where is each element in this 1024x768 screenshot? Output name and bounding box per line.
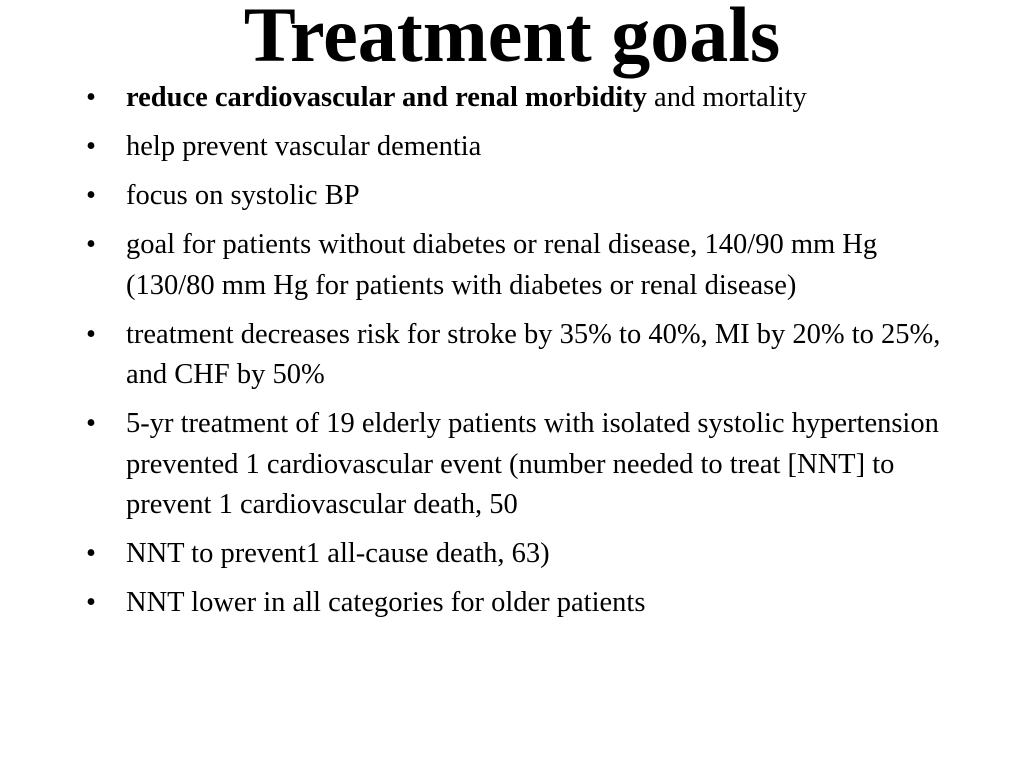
bullet-item-2 <box>86 127 946 168</box>
bullet-item-1 <box>86 78 946 119</box>
bullet-text: NNT lower in all categories for older patients <box>126 587 646 618</box>
bullet-icon: • <box>86 408 96 439</box>
bullet-icon: • <box>86 587 96 618</box>
bullet-icon: • <box>86 131 96 162</box>
bullet-text: and mortality <box>646 82 807 113</box>
bullet-icon: • <box>86 538 96 569</box>
bullet-text: treatment decreases risk for stroke by 35% to 40%, MI by 20% to 25%, and CHF by 50% <box>126 318 941 390</box>
bullet-item-8 <box>86 583 946 624</box>
bullet-text: NNT to prevent1 all-cause death, 63) <box>126 538 550 569</box>
bullet-text: 5-yr treatment of 19 elderly patients with isolated systolic hypertension prevented 1 cardiovascular event (number needed to treat [NNT] to prevent 1 cardiovascular death, 50 <box>126 408 939 520</box>
bullet-icon: • <box>86 318 96 350</box>
bullet-text: focus on systolic BP <box>126 180 360 211</box>
bullet-item-3 <box>86 176 946 217</box>
bullet-icon: • <box>86 180 96 211</box>
bullet-text: goal for patients without diabetes or renal disease, 140/90 mm Hg (130/80 mm Hg for patients with diabetes or renal disease) <box>126 229 878 301</box>
bullet-icon: • <box>86 82 96 113</box>
bullet-emphasis-text: reduce cardiovascular and renal morbidity <box>126 82 647 113</box>
bullet-icon: • <box>86 229 96 260</box>
bullet-item-4 <box>86 225 946 306</box>
bullet-item-7 <box>86 534 946 575</box>
bullet-list <box>86 78 946 632</box>
bullet-item-5 <box>86 315 946 396</box>
bullet-item-6 <box>86 404 946 526</box>
slide-title: Treatment goals <box>243 0 781 78</box>
bullet-text: help prevent vascular dementia <box>126 131 482 162</box>
